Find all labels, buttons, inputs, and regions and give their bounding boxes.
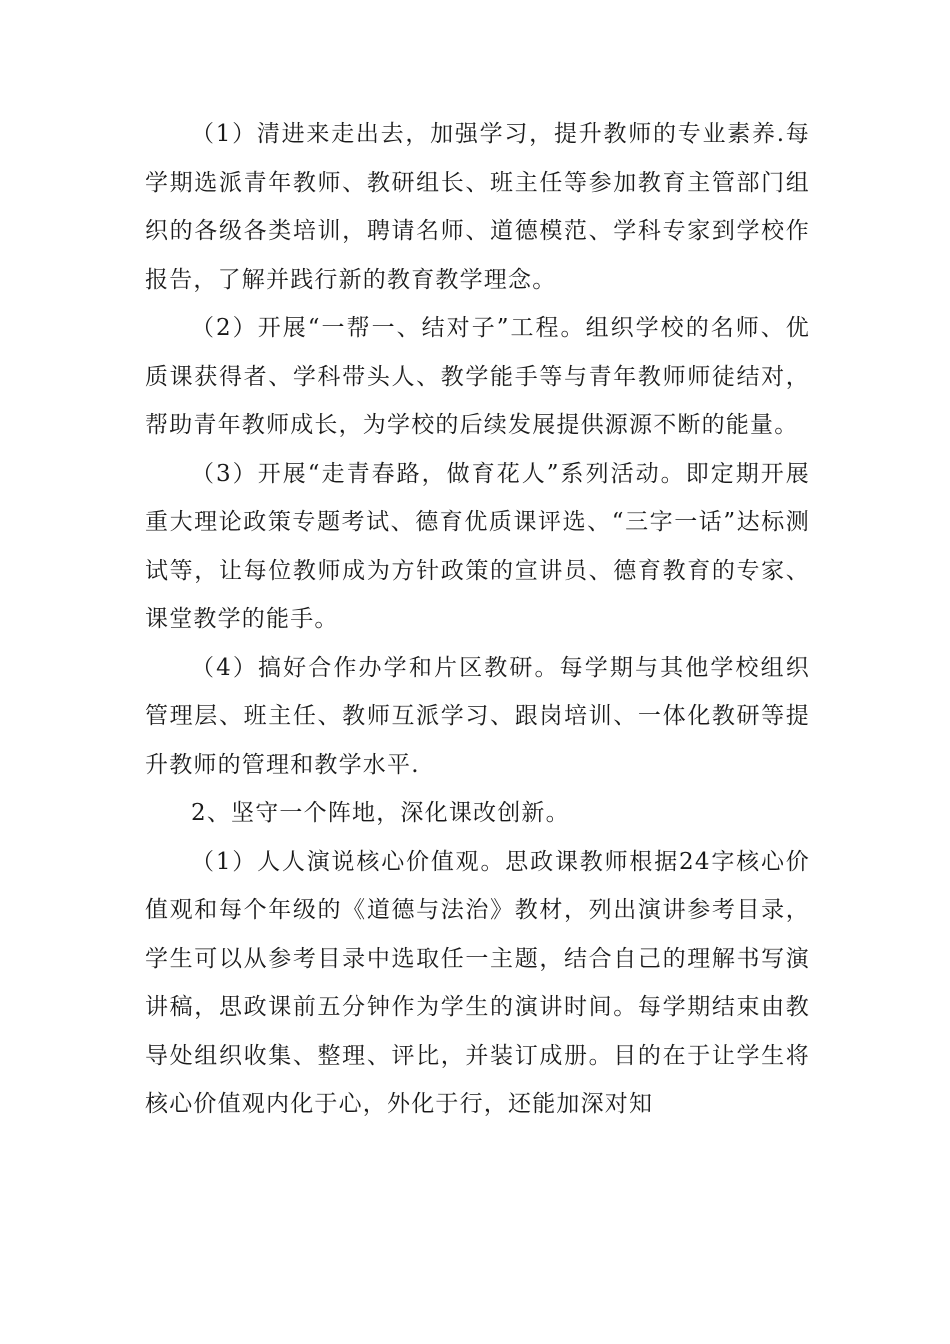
paragraph-2: （2）开展“一帮一、结对子”工程。组织学校的名师、优质课获得者、学科带头人、教学能手等与青年教师师徒结对，帮助青年教师成长，为学校的后续发展提供源源不断的能量。 — [145, 315, 810, 438]
section-heading-2: 2、坚守一个阵地，深化课改创新。 — [191, 800, 570, 826]
paragraph-4: （4）搞好合作办学和片区教研。每学期与其他学校组织管理层、班主任、教师互派学习、跟岗培训、一体化教研等提升教师的管理和教学水平. — [145, 654, 810, 778]
paragraph-1: （1）清进来走出去，加强学习，提升教师的专业素养.每学期选派青年教师、教研组长、班主任等参加教育主管部门组织的各级各类培训，聘请名师、道德模范、学科专家到学校作报告，了解并践行新的教育教学理念。 — [145, 121, 810, 293]
document-body — [145, 110, 810, 1129]
paragraph-3: （3）开展“走青春路，做育花人”系列活动。即定期开展重大理论政策专题考试、德育优质课评选、“三字一话”达标测试等，让每位教师成为方针政策的宣讲员、德育教育的专家、课堂教学的能手。 — [145, 460, 810, 632]
paragraph-5: （1）人人演说核心价值观。思政课教师根据24字核心价值观和每个年级的《道德与法治》教材，列出演讲参考目录，学生可以从参考目录中选取任一主题，结合自己的理解书写演讲稿，思政课前五分钟作为学生的演讲时间。每学期结束由教导处组织收集、整理、评比，并装订成册。目的在于让学生将核心价值观内化于心，外化于行，还能加深对知 — [145, 848, 810, 1117]
